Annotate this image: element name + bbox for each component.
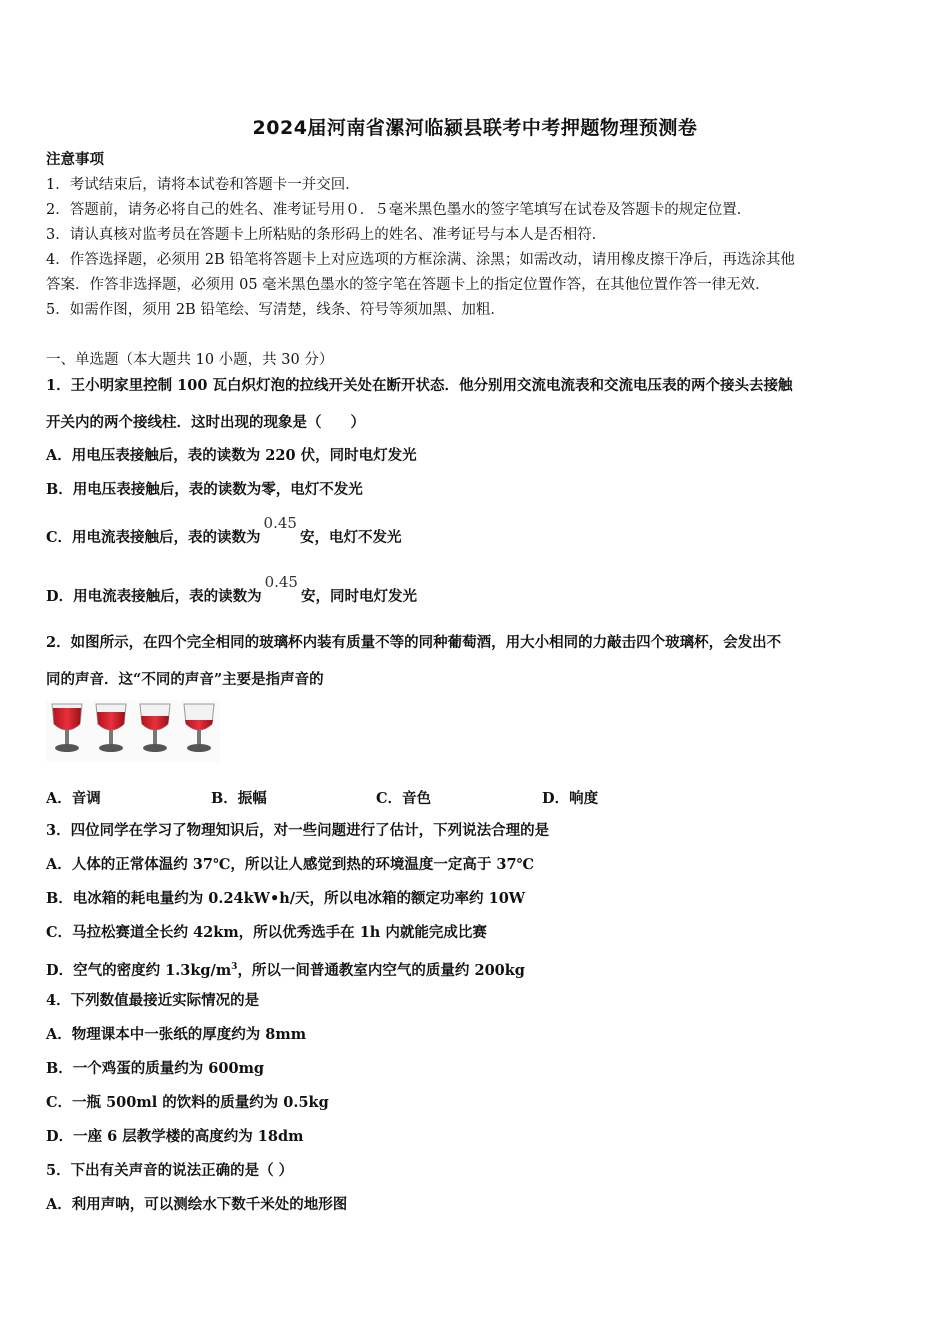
q3-option-a: A．人体的正常体温约 37℃，所以让人感觉到热的环境温度一定高于 37℃ — [46, 856, 534, 873]
q1-stem-line2: 开关内的两个接线柱．这时出现的现象是（ ） — [46, 414, 365, 431]
section-heading: 一、单选题（本大题共 10 小题，共 30 分） — [46, 352, 334, 368]
notice-item: 3．请认真核对监考员在答题卡上所粘贴的条形码上的姓名、准考证号与本人是否相符． — [46, 227, 607, 243]
q2-option-a: A．音调 — [46, 790, 101, 807]
wine-glass-2 — [96, 704, 126, 752]
q2-option-c: C．音色 — [376, 790, 432, 807]
notice-heading: 注意事项 — [46, 151, 104, 168]
q5-option-a: A．利用声呐，可以测绘水下数千米处的地形图 — [46, 1196, 348, 1213]
q1-option-a: A．用电压表接触后，表的读数为 220 伏，同时电灯发光 — [46, 447, 417, 464]
wine-glasses-figure — [46, 700, 220, 762]
q4-option-d: D．一座 6 层教学楼的高度约为 18dm — [46, 1128, 304, 1145]
q3-option-d-post: ，所以一间普通教室内空气的质量约 200kg — [237, 961, 525, 979]
q4-option-c: C．一瓶 500ml 的饮料的质量约为 0.5kg — [46, 1094, 329, 1111]
q3-option-d-pre: D．空气的密度约 1.3kg/m — [46, 961, 232, 979]
q1-option-c-pre: C．用电流表接触后，表的读数为 — [46, 529, 261, 546]
wine-glass-4 — [184, 704, 214, 752]
q1-option-c-number: 0.45 — [263, 514, 297, 532]
q3-option-b: B．电冰箱的耗电量约为 0.24kW•h/天，所以电冰箱的额定功率约 10W — [46, 890, 526, 907]
q1-option-d-post: 安，同时电灯发光 — [300, 588, 417, 605]
q1-option-d — [46, 573, 417, 607]
q2-stem-line2: 同的声音．这“不同的声音”主要是指声音的 — [46, 671, 324, 688]
q2-option-d: D．响度 — [542, 790, 599, 807]
q1-stem-line1: 1．王小明家里控制 100 瓦白炽灯泡的拉线开关处在断开状态．他分别用交流电流表和交流电压表的两个接头去接触 — [46, 377, 793, 394]
notice-item: 4．作答选择题，必须用 2B 铅笔将答题卡上对应选项的方框涂满、涂黑；如需改动，请用橡皮擦干净后，再选涂其他 — [46, 252, 795, 268]
notice-item: 答案．作答非选择题，必须用 05 毫米黑色墨水的签字笔在答题卡上的指定位置作答，在其他位置作答一律无效． — [46, 277, 770, 293]
q2-stem-line1: 2．如图所示，在四个完全相同的玻璃杯内装有质量不等的同种葡萄酒，用大小相同的力敲击四个玻璃杯，会发出不 — [46, 634, 782, 651]
q1-option-c — [46, 514, 402, 548]
q3-stem: 3．四位同学在学习了物理知识后，对一些问题进行了估计，下列说法合理的是 — [46, 822, 550, 839]
q1-option-c-post: 安，电灯不发光 — [299, 529, 402, 546]
page-title: 2024届河南省漯河临颍县联考中考押题物理预测卷 — [252, 117, 698, 139]
q4-option-b: B．一个鸡蛋的质量约为 600mg — [46, 1060, 265, 1077]
q1-option-d-number: 0.45 — [264, 573, 298, 591]
notice-item: 1．考试结束后，请将本试卷和答题卡一并交回． — [46, 177, 360, 193]
q1-option-b: B．用电压表接触后，表的读数为零，电灯不发光 — [46, 481, 363, 498]
q5-stem: 5．下出有关声音的说法正确的是（ ） — [46, 1162, 294, 1179]
q3-option-c: C．马拉松赛道全长约 42km，所以优秀选手在 1h 内就能完成比赛 — [46, 924, 487, 941]
q1-option-d-pre: D．用电流表接触后，表的读数为 — [46, 588, 262, 605]
q3-option-d-sup: 3 — [231, 962, 238, 972]
q4-stem: 4．下列数值最接近实际情况的是 — [46, 992, 260, 1009]
wine-glass-3 — [140, 704, 170, 752]
wine-glass-1 — [52, 704, 82, 752]
notice-item: 5．如需作图，须用 2B 铅笔绘、写清楚，线条、符号等须加黑、加粗． — [46, 302, 505, 318]
q3-option-d — [46, 957, 525, 981]
q2-option-b: B．振幅 — [211, 790, 267, 807]
notice-item: 2．答题前，请务必将自己的姓名、准考证号用０．５毫米黑色墨水的签字笔填写在试卷及答题卡的规定位置． — [46, 202, 752, 218]
q4-option-a: A．物理课本中一张纸的厚度约为 8mm — [46, 1026, 307, 1043]
